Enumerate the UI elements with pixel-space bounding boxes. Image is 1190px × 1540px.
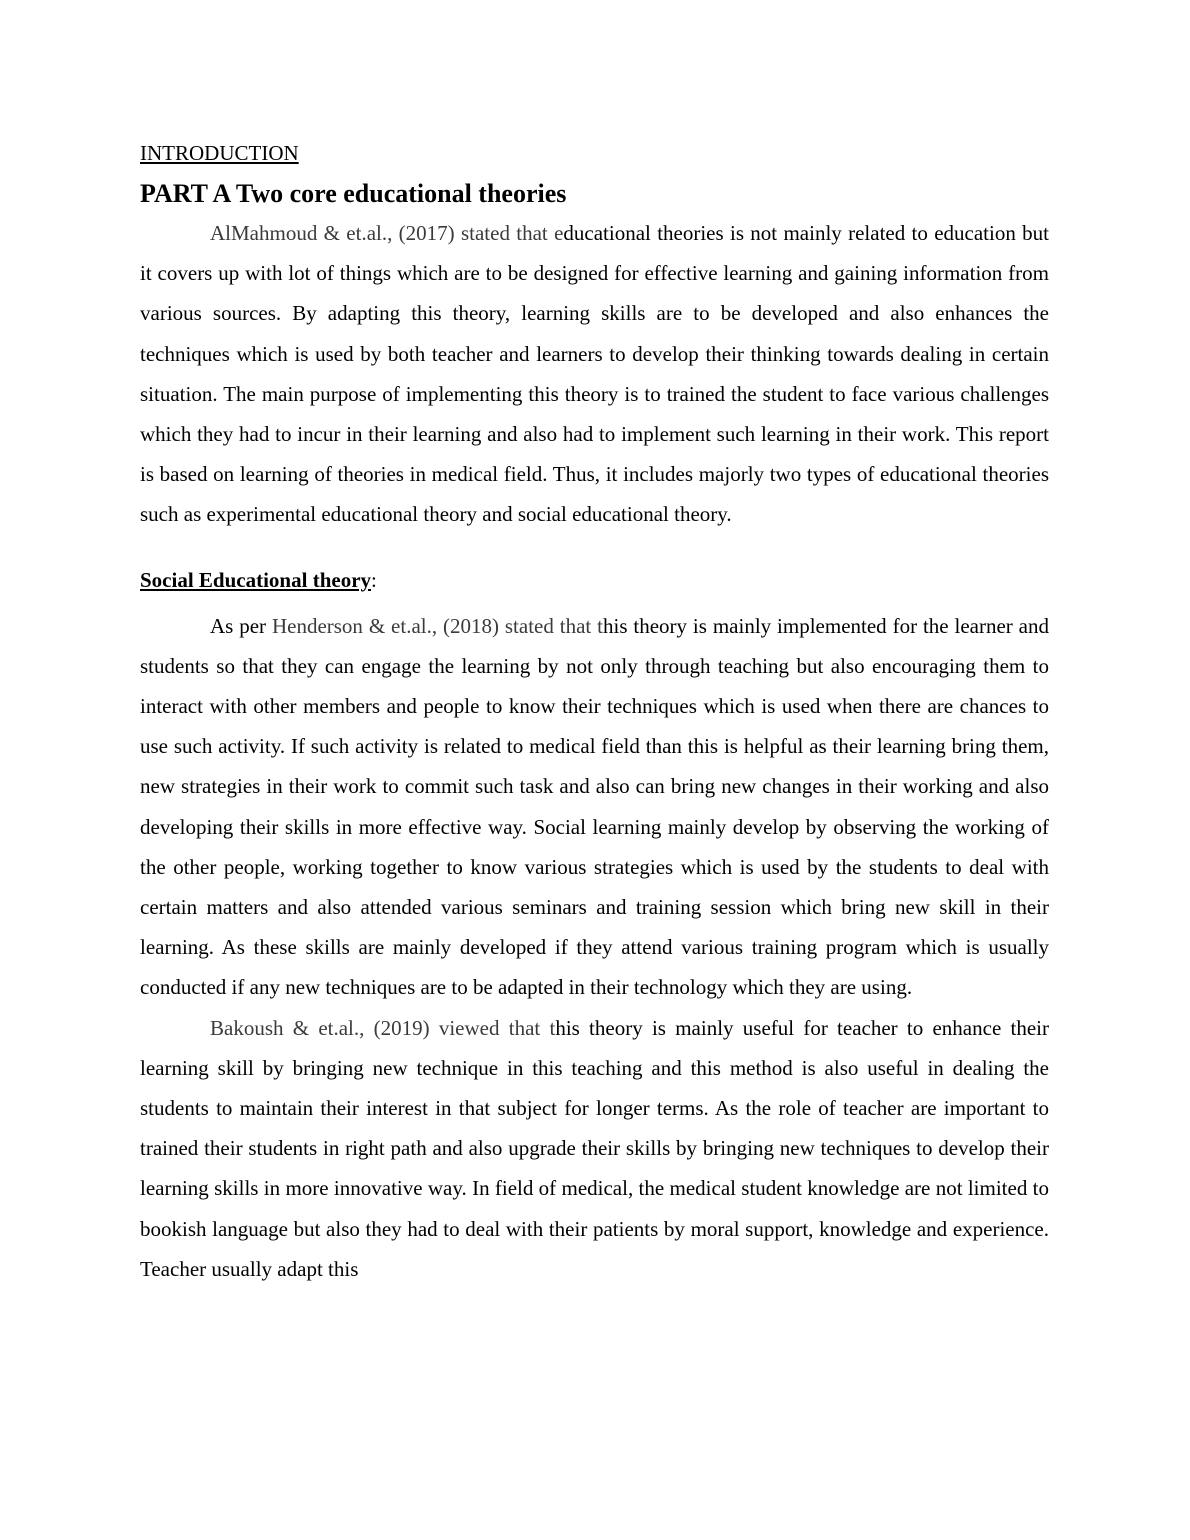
paragraph-text: his theory is mainly useful for teacher to enhance their learning skill by bringing new technique in this teaching and this method is also useful in dealing the students to maintain their interest in that subject for longer terms. As the role of teacher are important to trained their students in right path and also upgrade their skills by bringing new techniques to develop their learning skills in more innovative way. In field of medical, the medical student knowledge are not limited to bookish language but also they had to deal with their patients by moral support, knowledge and experience. Teacher usually adapt this	[140, 1015, 1049, 1281]
part-title: PART A Two core educational theories	[140, 179, 567, 208]
citation-almahmoud: AlMahmoud & et.al., (2017) stated that e	[210, 221, 564, 245]
paragraph-text: ducational theories is not mainly related to education but it covers up with lot of things which are to be designed for effective learning and gaining information from various sources. By adapting this theory, learning skills are to be developed and also enhances the techniques which is used by both teacher and learners to develop their thinking towards dealing in certain situation. The main purpose of implementing this theory is to trained the student to face various challenges which they had to incur in their learning and also had to implement such learning in their work. This report is based on learning of theories in medical field. Thus, it includes majorly two types of educational theories such as experimental educational theory and social educational theory.	[140, 221, 1049, 527]
citation-henderson: Henderson & et.al., (2018) stated that t	[271, 613, 603, 638]
section-heading-suffix: :	[371, 567, 377, 592]
paragraph-almahmoud	[140, 213, 1049, 535]
citation-bakoush: Bakoush & et.al., (2019) viewed that t	[210, 1015, 556, 1040]
paragraph-bakoush	[140, 1008, 1049, 1289]
section-heading	[140, 566, 1049, 594]
paragraph-lead: As per	[210, 613, 272, 638]
section-heading-title: Social Educational theory	[140, 567, 372, 592]
paragraph-henderson	[140, 606, 1049, 1008]
intro-heading: INTRODUCTION	[140, 141, 299, 165]
paragraph-text: his theory is mainly implemented for the learner and students so that they can engage the learning by not only through teaching but also encouraging them to interact with other members and people to know their techniques which is used when there are chances to use such activity. If such activity is related to medical field than this is helpful as their learning bring them, new strategies in their work to commit such task and also can bring new changes in their working and also developing their skills in more effective way. Social learning mainly develop by observing the working of the other people, working together to know various strategies which is used by the students to deal with certain matters and also attended various seminars and training session which bring new skill in their learning. As these skills are mainly developed if they attend various training program which is usually conducted if any new techniques are to be adapted in their technology which they are using.	[140, 613, 1049, 1000]
document-page	[140, 139, 1049, 1289]
